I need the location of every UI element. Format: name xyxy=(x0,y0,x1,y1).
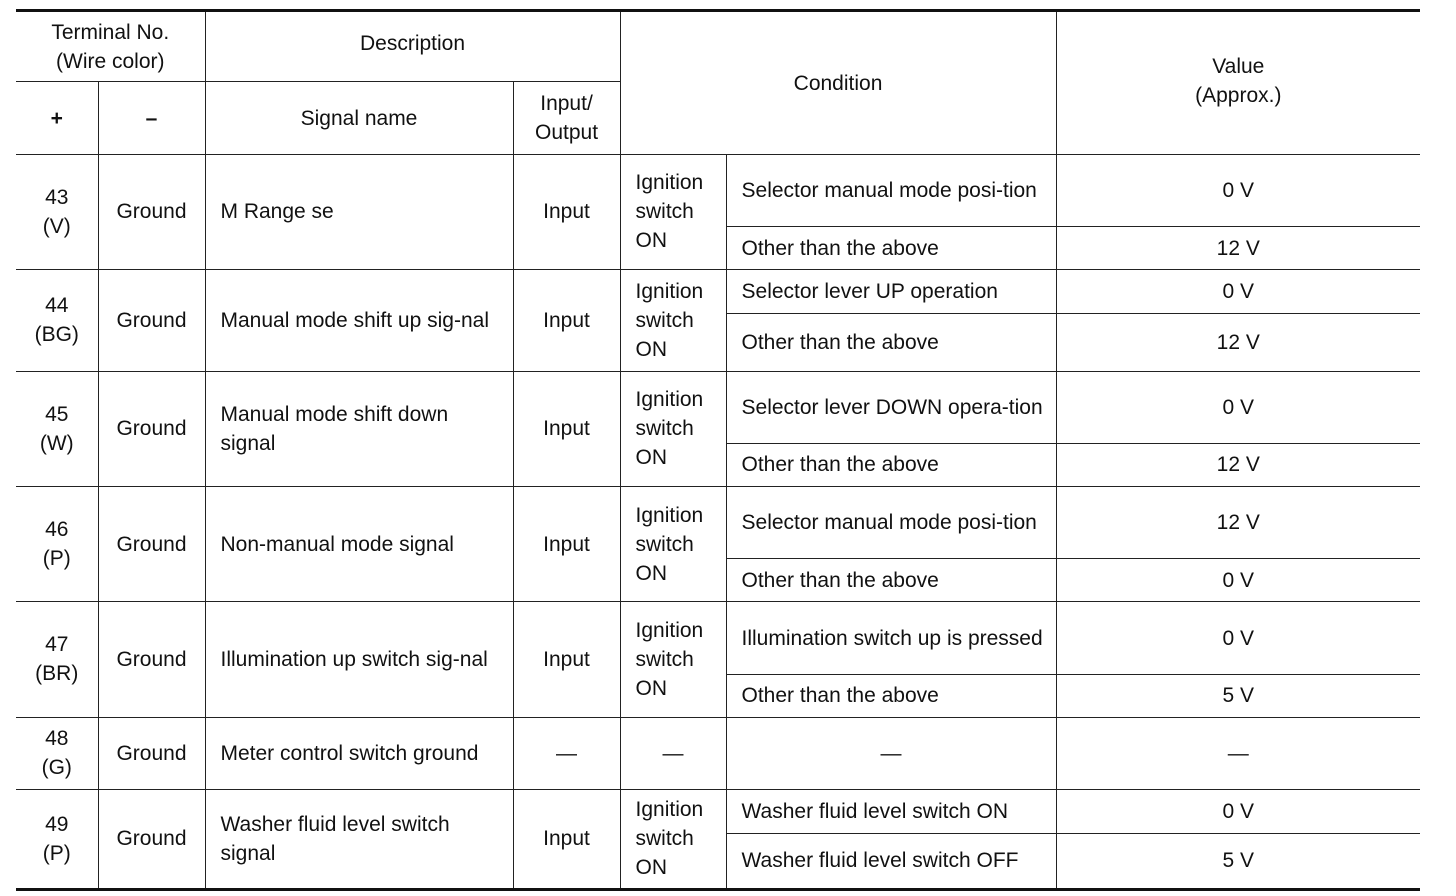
terminal-cell xyxy=(16,717,98,789)
signal-name-cell: Illumination up switch sig-nal xyxy=(205,602,513,717)
signal-name-cell: Meter control switch ground xyxy=(205,717,513,789)
condition-line: Ignition xyxy=(635,618,704,642)
signal-name-cell: Manual mode shift up sig-nal xyxy=(205,269,513,371)
terminal-number: 49 xyxy=(45,812,69,836)
terminal-number: 48 xyxy=(45,727,69,751)
terminal-number: 44 xyxy=(45,294,69,318)
signal-name-cell: Non-manual mode signal xyxy=(205,487,513,602)
sub-condition-cell: Washer fluid level switch OFF xyxy=(726,833,1056,889)
table-row xyxy=(16,602,1420,675)
minus-cell: Ground xyxy=(98,269,205,371)
value-cell: 5 V xyxy=(1056,675,1420,717)
condition-line: ON xyxy=(635,337,668,361)
terminal-cell xyxy=(16,789,98,889)
sub-condition-cell: Other than the above xyxy=(726,227,1056,269)
terminal-number: 43 xyxy=(45,185,69,209)
header-output-label: Output xyxy=(534,121,599,145)
sub-condition-cell: Illumination switch up is pressed xyxy=(726,602,1056,675)
io-cell: Input xyxy=(513,269,620,371)
minus-cell: Ground xyxy=(98,602,205,717)
sub-condition-cell: Selector lever DOWN opera-tion xyxy=(726,371,1056,443)
value-cell: 5 V xyxy=(1056,833,1420,889)
table-row xyxy=(16,269,1420,313)
sub-condition-cell: Other than the above xyxy=(726,675,1056,717)
io-cell: Input xyxy=(513,789,620,889)
io-cell: — xyxy=(513,717,620,789)
sub-condition-cell: Other than the above xyxy=(726,313,1056,371)
condition-line: switch xyxy=(635,417,694,441)
condition-line: ON xyxy=(635,856,668,880)
sub-condition-cell: Selector manual mode posi-tion xyxy=(726,487,1056,559)
table-row xyxy=(16,487,1420,559)
condition-line: ON xyxy=(635,446,668,470)
value-cell: 0 V xyxy=(1056,789,1420,833)
header-value-label: Value xyxy=(1212,55,1265,78)
value-cell: 0 V xyxy=(1056,559,1420,602)
condition-line: ON xyxy=(635,229,668,253)
condition-cell xyxy=(620,487,726,602)
terminal-cell xyxy=(16,487,98,602)
condition-cell xyxy=(620,269,726,371)
io-cell: Input xyxy=(513,487,620,602)
wire-color: (BR) xyxy=(35,662,79,686)
condition-line: ON xyxy=(635,676,668,700)
terminal-cell xyxy=(16,269,98,371)
condition-line: switch xyxy=(635,532,694,556)
header-wire-color-label: (Wire color) xyxy=(56,49,165,73)
value-cell: 0 V xyxy=(1056,602,1420,675)
header-approx-label: (Approx.) xyxy=(1195,84,1282,107)
value-cell: 0 V xyxy=(1056,269,1420,313)
value-cell: 12 V xyxy=(1056,227,1420,269)
header-value xyxy=(1056,11,1420,155)
table-row xyxy=(16,717,1420,789)
io-cell: Input xyxy=(513,602,620,717)
condition-line: Ignition xyxy=(635,279,704,303)
condition-line: Ignition xyxy=(635,388,704,412)
condition-cell xyxy=(620,789,726,889)
condition-line: switch xyxy=(635,200,694,224)
value-cell: 12 V xyxy=(1056,487,1420,559)
table-row xyxy=(16,155,1420,227)
signal-name-cell: Washer fluid level switch signal xyxy=(205,789,513,889)
table-row xyxy=(16,789,1420,833)
wire-color: (W) xyxy=(39,431,74,455)
terminal-number: 45 xyxy=(45,402,69,426)
condition-cell: — xyxy=(620,717,726,789)
minus-cell: Ground xyxy=(98,717,205,789)
condition-line: Ignition xyxy=(635,798,704,822)
condition-line: Ignition xyxy=(635,171,704,195)
wire-color: (P) xyxy=(42,547,71,571)
wire-color: (BG) xyxy=(34,323,79,347)
io-cell: Input xyxy=(513,155,620,269)
value-cell: — xyxy=(1056,717,1420,789)
header-signal-name: Signal name xyxy=(205,82,513,155)
condition-line: switch xyxy=(635,308,694,332)
table-row xyxy=(16,371,1420,443)
header-input-output xyxy=(513,82,620,155)
header-plus: + xyxy=(16,82,98,155)
condition-line: switch xyxy=(635,827,694,851)
minus-cell: Ground xyxy=(98,371,205,486)
condition-line: Ignition xyxy=(635,503,704,527)
header-terminal-no xyxy=(16,11,205,82)
condition-line: ON xyxy=(635,561,668,585)
signal-name-cell: M Range se xyxy=(205,155,513,269)
header-description: Description xyxy=(205,11,620,82)
value-cell: 12 V xyxy=(1056,313,1420,371)
header-terminal-no-label: Terminal No. xyxy=(51,20,170,44)
value-cell: 12 V xyxy=(1056,443,1420,486)
value-cell: 0 V xyxy=(1056,155,1420,227)
condition-cell xyxy=(620,371,726,486)
signal-name-cell: Manual mode shift down signal xyxy=(205,371,513,486)
minus-cell: Ground xyxy=(98,487,205,602)
terminal-cell xyxy=(16,602,98,717)
condition-cell xyxy=(620,602,726,717)
minus-cell: Ground xyxy=(98,155,205,269)
header-condition: Condition xyxy=(620,11,1056,155)
terminal-cell xyxy=(16,371,98,486)
terminal-spec-table xyxy=(16,9,1420,891)
terminal-number: 46 xyxy=(45,518,69,542)
wire-color: (V) xyxy=(42,214,71,238)
sub-condition-cell: — xyxy=(726,717,1056,789)
value-cell: 0 V xyxy=(1056,371,1420,443)
terminal-cell xyxy=(16,155,98,269)
sub-condition-cell: Washer fluid level switch ON xyxy=(726,789,1056,833)
sub-condition-cell: Other than the above xyxy=(726,559,1056,602)
condition-cell xyxy=(620,155,726,269)
minus-cell: Ground xyxy=(98,789,205,889)
sub-condition-cell: Other than the above xyxy=(726,443,1056,486)
header-minus: – xyxy=(98,82,205,155)
wire-color: (G) xyxy=(41,756,72,780)
io-cell: Input xyxy=(513,371,620,486)
sub-condition-cell: Selector manual mode posi-tion xyxy=(726,155,1056,227)
condition-line: switch xyxy=(635,647,694,671)
sub-condition-cell: Selector lever UP operation xyxy=(726,269,1056,313)
wire-color: (P) xyxy=(42,841,71,865)
header-input-label: Input/ xyxy=(540,92,593,116)
terminal-number: 47 xyxy=(45,633,69,657)
